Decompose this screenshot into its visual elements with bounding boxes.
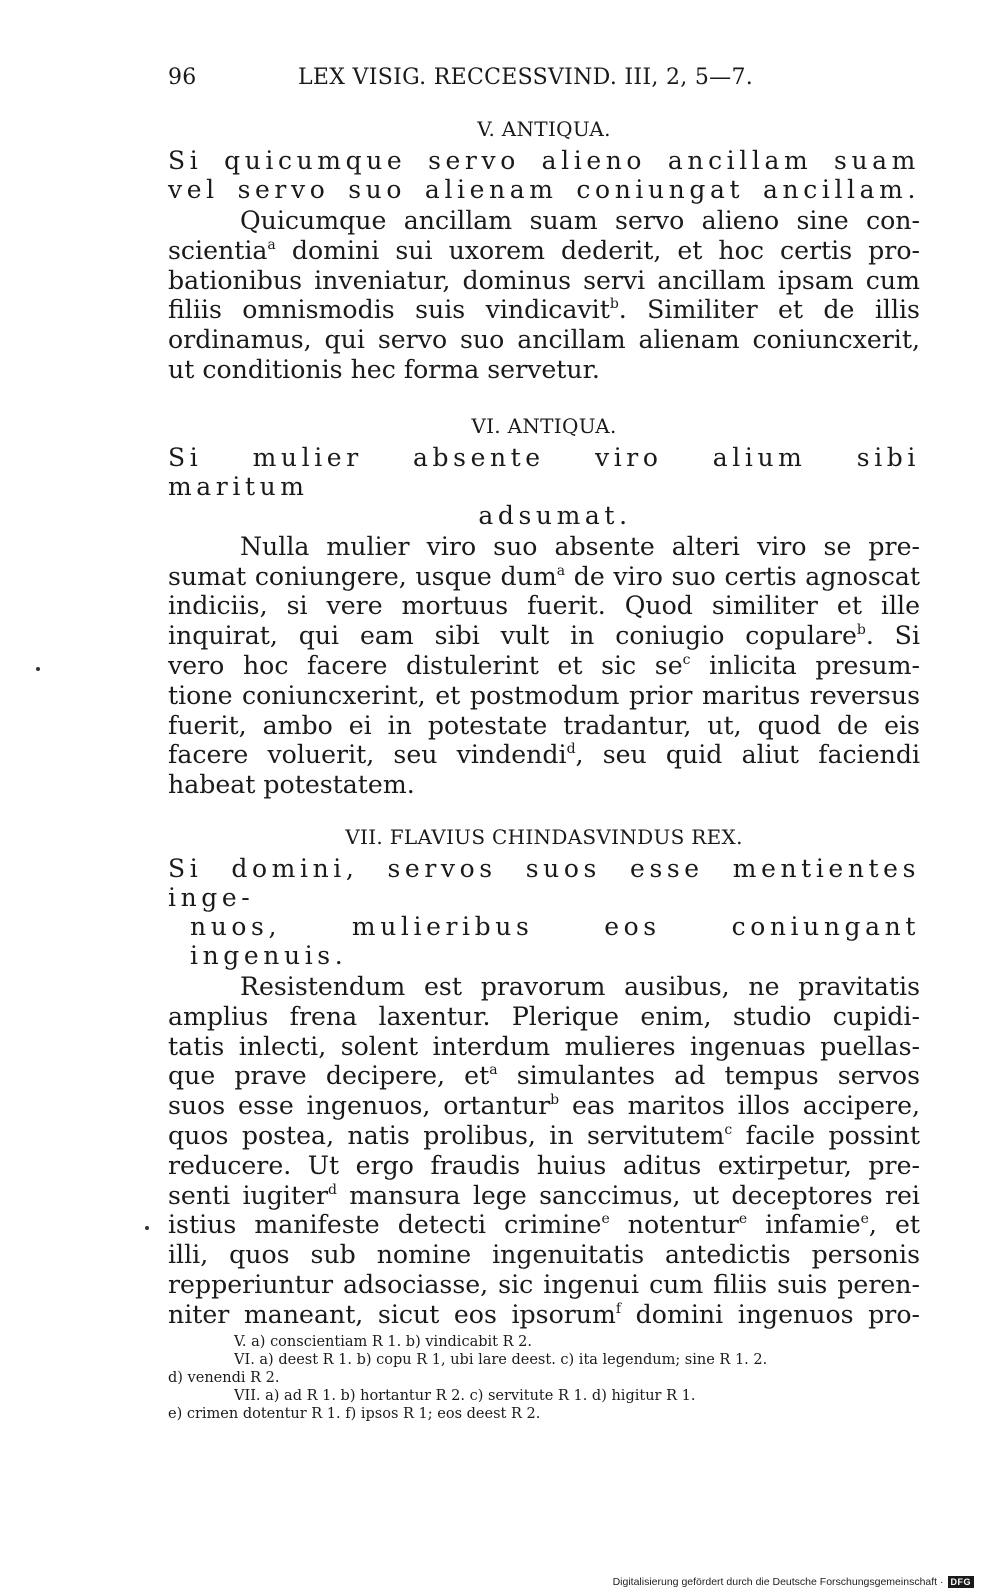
footnote-ref: a <box>267 236 276 253</box>
rubric-line: adsumat. <box>478 500 632 530</box>
section-rubric <box>168 146 920 204</box>
section-heading: VI. ANTIQUA. <box>471 413 617 438</box>
footnote-ref: e <box>601 1211 610 1228</box>
text-line: scientia$^a$ domini sui uxorem dederit, et hoc certis pro- <box>168 235 920 265</box>
text-line: illi, quos sub nomine ingenuitatis antedictis personis <box>168 1240 920 1270</box>
footnote-ref: d <box>566 741 576 758</box>
text-line: Nulla mulier viro suo absente alteri viro se pre- <box>240 531 920 561</box>
page-number: 96 <box>168 64 197 90</box>
dfg-logo: DFG <box>948 1576 975 1588</box>
text-line: habeat potestatem. <box>168 770 415 800</box>
margin-mark <box>145 1226 149 1230</box>
text-line: istius manifeste detecti crimine$^e$ notentur$^e$ infamie$^e$, et <box>168 1210 921 1240</box>
section-text <box>168 972 920 1330</box>
footnote-ref: b <box>856 622 866 639</box>
footnote-line: VI. a) deest R 1. b) copu R 1, ubi lare deest. c) ita legendum; sine R 1. 2. <box>234 1352 768 1368</box>
text-line: ut conditionis hec forma servetur. <box>168 354 600 384</box>
footnote-ref: b <box>609 296 619 313</box>
credit-text: Digitalisierung gefördert durch die Deutsche Forschungsgemeinschaft · <box>612 1576 944 1588</box>
digitization-credit <box>613 1576 974 1588</box>
rubric-line: nuos, mulieribus eos coniungant ingenuis. <box>190 911 920 970</box>
footnote-ref: a <box>489 1062 498 1079</box>
sections <box>168 114 920 1330</box>
running-title: LEX VISIG. RECCESSVIND. III, 2, 5—7. <box>298 64 754 90</box>
section-heading: VII. FLAVIUS CHINDASVINDUS REX. <box>345 824 743 849</box>
footnote-line: d) venendi R 2. <box>168 1370 280 1386</box>
section-heading: V. ANTIQUA. <box>477 117 611 141</box>
footnote-line: e) crimen dotentur R 1. f) ipsos R 1; eos deest R 2. <box>168 1406 541 1422</box>
rubric-line: vel servo suo alienam coniungat ancillam. <box>168 175 920 204</box>
footnote-line: VII. a) ad R 1. b) hortantur R 2. c) servitute R 1. d) higitur R 1. <box>234 1388 696 1404</box>
section-text <box>168 532 920 800</box>
footnote-ref: b <box>550 1092 560 1109</box>
footnote-ref: f <box>615 1300 622 1317</box>
text-line: Resistendum est pravorum ausibus, ne pravitatis <box>240 971 920 1001</box>
rubric-line: Si quicumque servo alieno ancillam suam <box>168 146 920 175</box>
text-line: suos esse ingenuos, ortantur$^b$ eas maritos illos accipere, <box>168 1091 921 1121</box>
text-line: repperiuntur adsociasse, sic ingenui cum filiis suis peren- <box>168 1269 920 1299</box>
footnote-ref: c <box>682 651 691 668</box>
margin-mark <box>36 667 40 671</box>
text-line: facere voluerit, seu vindendi$^d$, seu quid aliut faciendi <box>168 740 921 770</box>
text-line: senti iugiter$^d$ mansura lege sanccimus, ut deceptores rei <box>168 1180 920 1210</box>
footnote-line: V. a) conscientiam R 1. b) vindicabit R 2. <box>234 1334 532 1350</box>
rubric-line: Si mulier absente viro alium sibi maritum <box>168 442 920 501</box>
footnote-ref: c <box>724 1121 733 1138</box>
footnote-ref: e <box>738 1211 748 1228</box>
text-line: inquirat, qui eam sibi vult in coniugio copulare$^b$. Si <box>168 621 920 651</box>
text-line: reducere. Ut ergo fraudis huius aditus extirpetur, pre- <box>168 1150 920 1180</box>
page-body <box>168 62 920 1330</box>
footnote-ref: e <box>860 1211 869 1228</box>
text-line: ordinamus, qui servo suo ancillam alienam coniuncxerit, <box>168 325 920 355</box>
section-text <box>168 206 920 385</box>
footnote-ref: a <box>556 562 566 579</box>
text-line: sumat coniungere, usque dum$^a$ de viro suo certis agnoscat <box>168 561 920 591</box>
section-rubric <box>168 854 920 970</box>
text-line: quos postea, natis prolibus, in servitutem$^c$ facile possint <box>168 1120 921 1150</box>
text-line: niter maneant, sicut eos ipsorum$^f$ domini ingenuos pro- <box>168 1299 921 1329</box>
text-line: que prave decipere, $et^a$ simulantes ad tempus servos <box>168 1061 920 1091</box>
text-line: fuerit, ambo ei in potestate tradantur, ut, quod de eis <box>168 710 920 740</box>
text-line: tione coniuncxerint, et postmodum prior maritus reversus <box>168 680 920 710</box>
text-line: tatis inlecti, solent interdum mulieres ingenuas puellas- <box>168 1031 920 1061</box>
footnote-ref: d <box>328 1181 337 1198</box>
text-line: vero hoc facere distulerint et sic $se^c$ inlicita presum- <box>168 650 920 680</box>
footnotes <box>168 1333 920 1423</box>
text-line: Quicumque ancillam suam servo alieno sine con- <box>240 206 920 235</box>
text-line: indiciis, si vere mortuus fuerit. Quod similiter et ille <box>168 591 920 621</box>
text-line: filiis omnismodis suis vindicavit$^b$. Similiter et de illis <box>168 295 920 325</box>
section-rubric <box>168 443 920 530</box>
running-head <box>168 62 920 92</box>
text-line: amplius frena laxentur. Plerique enim, studio cupidi- <box>168 1001 920 1031</box>
rubric-line: Si domini, servos suos esse mentientes inge- <box>168 853 920 912</box>
text-line: bationibus inveniatur, dominus servi ancillam ipsam cum <box>168 265 920 295</box>
